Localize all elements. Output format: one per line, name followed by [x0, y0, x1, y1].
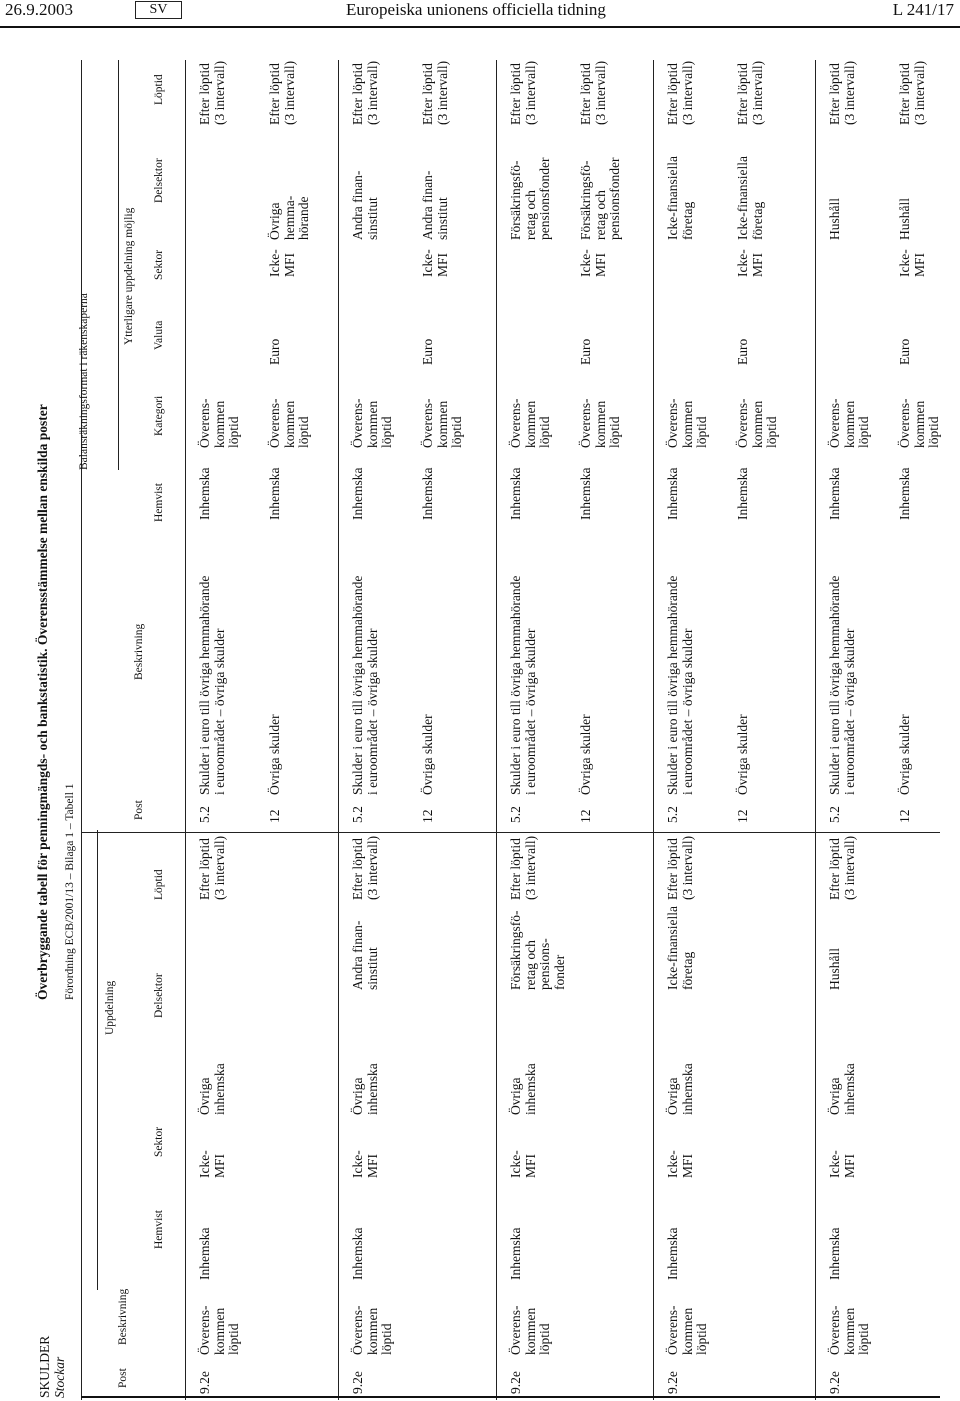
right-post: 12: [267, 809, 282, 823]
right-kategori: Överens- kommen löptid: [197, 398, 241, 448]
publication-date: 26.9.2003: [5, 0, 73, 19]
rotated-table: [20, 60, 940, 1400]
right-hemvist: Inhemska: [665, 467, 680, 520]
right-beskrivning: Övriga skulder: [267, 714, 282, 795]
right-sektor: Icke- MFI: [897, 249, 927, 277]
row-hemvist: Inhemska: [665, 1227, 680, 1280]
row-loptid: Efter löptid (3 intervall): [665, 835, 695, 900]
row-delsektor2: Försäkringsfö- retag och pensions- fonder: [508, 910, 567, 990]
right-beskrivning: Övriga skulder: [420, 714, 435, 795]
table-title: Överbryggande tabell för penningmängds- och bankstatistik. Överensstämmelse mellan enskilda poster: [35, 404, 50, 1000]
row-separator: [653, 60, 654, 1400]
row-post: 9.2e: [197, 1371, 212, 1394]
right-loptid: Efter löptid (3 intervall): [350, 60, 380, 125]
col-right-beskrivning: Beskrivning: [133, 623, 145, 680]
right-delsektor: Icke-finansiella företag: [665, 156, 695, 240]
right-loptid: Efter löptid (3 intervall): [735, 60, 765, 125]
page-header: [0, 0, 960, 27]
header-rule-ytterligare: [118, 60, 119, 470]
right-beskrivning: Skulder i euro till övriga hemmahörande i euroområdet – övriga skulder: [827, 575, 857, 795]
header-rule: [0, 26, 960, 28]
right-valuta: Euro: [735, 338, 750, 365]
right-delsektor: Övriga hemma- hörande: [267, 195, 311, 240]
right-valuta: Euro: [420, 338, 435, 365]
right-kategori: Överens- kommen löptid: [578, 398, 622, 448]
col-right-hemvist: Hemvist: [153, 483, 165, 522]
row-beskrivning: Överens- kommen löptid: [197, 1305, 241, 1355]
row-loptid: Efter löptid (3 intervall): [197, 835, 227, 900]
right-delsektor: Försäkringsfö- retag och pensionsfonder: [578, 157, 622, 240]
right-beskrivning: Skulder i euro till övriga hemmahörande i euroområdet – övriga skulder: [508, 575, 538, 795]
row-hemvist: Inhemska: [827, 1227, 842, 1280]
right-hemvist: Inhemska: [350, 467, 365, 520]
right-post: 12: [420, 809, 435, 823]
right-sektor: Icke- MFI: [420, 249, 450, 277]
col-right-valuta: Valuta: [153, 320, 165, 350]
col-left-post: Post: [117, 1368, 129, 1388]
header-rule-uppdelning: [97, 830, 98, 1290]
right-post: 5.2: [827, 806, 842, 823]
right-kategori: Överens- kommen löptid: [827, 398, 871, 448]
col-left-delsektor: Delsektor: [153, 973, 165, 1018]
col-right-kategori: Kategori: [153, 395, 165, 436]
row-delsektor2: Andra finan- sinstitut: [350, 920, 380, 990]
row-delsektor: Övriga inhemska: [197, 1063, 227, 1115]
column-divider: [81, 832, 940, 833]
row-beskrivning: Överens- kommen löptid: [508, 1305, 552, 1355]
right-loptid: Efter löptid (3 intervall): [827, 60, 857, 125]
language-badge: SV: [135, 1, 182, 19]
right-loptid: Efter löptid (3 intervall): [197, 60, 227, 125]
row-post: 9.2e: [508, 1371, 523, 1394]
row-post: 9.2e: [350, 1371, 365, 1394]
right-hemvist: Inhemska: [420, 467, 435, 520]
row-sektor: Icke- MFI: [197, 1150, 227, 1178]
col-left-hemvist: Hemvist: [153, 1210, 165, 1249]
row-hemvist: Inhemska: [508, 1227, 523, 1280]
row-delsektor2: Icke-finansiella företag: [665, 906, 695, 990]
right-loptid: Efter löptid (3 intervall): [665, 60, 695, 125]
left-margin-line: [81, 1396, 940, 1398]
right-delsektor: Försäkringsfö- retag och pensionsfonder: [508, 157, 552, 240]
right-sektor: Icke- MFI: [578, 249, 608, 277]
row-sektor: Icke- MFI: [665, 1150, 695, 1178]
right-beskrivning: Övriga skulder: [578, 714, 593, 795]
page-number: L 241/17: [892, 0, 954, 19]
right-hemvist: Inhemska: [735, 467, 750, 520]
col-left-beskrivning: Beskrivning: [117, 1288, 129, 1345]
right-kategori: Överens- kommen löptid: [665, 398, 709, 448]
right-valuta: Euro: [578, 338, 593, 365]
right-beskrivning: Skulder i euro till övriga hemmahörande i euroområdet – övriga skulder: [665, 575, 695, 795]
right-delsektor: Hushåll: [827, 198, 842, 240]
right-hemvist: Inhemska: [197, 467, 212, 520]
row-loptid: Efter löptid (3 intervall): [350, 835, 380, 900]
header-rule-bottom: [185, 60, 186, 1400]
row-delsektor: Övriga inhemska: [827, 1063, 857, 1115]
right-beskrivning: Övriga skulder: [897, 714, 912, 795]
uppdelning-header: Uppdelning: [104, 980, 116, 1035]
right-sektor: Icke- MFI: [267, 249, 297, 277]
right-kategori: Överens- kommen löptid: [350, 398, 394, 448]
row-sektor: Icke- MFI: [827, 1150, 857, 1178]
right-hemvist: Inhemska: [827, 467, 842, 520]
row-separator: [815, 60, 816, 1400]
right-post: 5.2: [665, 806, 680, 823]
right-loptid: Efter löptid (3 intervall): [508, 60, 538, 125]
journal-title: Europeiska unionens officiella tidning: [346, 0, 606, 19]
row-delsektor2: Hushåll: [827, 948, 842, 990]
right-delsektor: Andra finan- sinstitut: [350, 170, 380, 240]
row-delsektor: Övriga inhemska: [508, 1063, 538, 1115]
right-beskrivning: Skulder i euro till övriga hemmahörande i euroområdet – övriga skulder: [350, 575, 380, 795]
row-hemvist: Inhemska: [350, 1227, 365, 1280]
left-group-header: Förordning ECB/2001/13 – Bilaga 1 – Tabell 1: [64, 783, 76, 1000]
right-sektor: Icke- MFI: [735, 249, 765, 277]
right-valuta: Euro: [267, 338, 282, 365]
right-post: 5.2: [197, 806, 212, 823]
right-beskrivning: Övriga skulder: [735, 714, 750, 795]
row-delsektor: Övriga inhemska: [665, 1063, 695, 1115]
right-hemvist: Inhemska: [897, 467, 912, 520]
col-right-post: Post: [133, 800, 145, 820]
row-sektor: Icke- MFI: [508, 1150, 538, 1178]
right-post: 12: [897, 809, 912, 823]
right-kategori: Överens- kommen löptid: [735, 398, 779, 448]
right-kategori: Överens- kommen löptid: [508, 398, 552, 448]
col-left-loptid: Löptid: [153, 869, 165, 900]
right-valuta: Euro: [897, 338, 912, 365]
right-post: 12: [735, 809, 750, 823]
row-post: 9.2e: [827, 1371, 842, 1394]
right-loptid: Efter löptid (3 intervall): [897, 60, 927, 125]
side-label-skulder: SKULDER: [37, 1335, 52, 1398]
right-kategori: Överens- kommen löptid: [420, 398, 464, 448]
row-sektor: Icke- MFI: [350, 1150, 380, 1178]
row-post: 9.2e: [665, 1371, 680, 1394]
right-delsektor: Hushåll: [897, 198, 912, 240]
col-left-sektor: Sektor: [153, 1126, 165, 1157]
right-kategori: Överens- kommen löptid: [267, 398, 311, 448]
right-group-header: Balansräkningsformat i räkenskaperna: [78, 293, 90, 470]
right-beskrivning: Skulder i euro till övriga hemmahörande i euroområdet – övriga skulder: [197, 575, 227, 795]
row-hemvist: Inhemska: [197, 1227, 212, 1280]
row-loptid: Efter löptid (3 intervall): [508, 835, 538, 900]
right-loptid: Efter löptid (3 intervall): [420, 60, 450, 125]
row-loptid: Efter löptid (3 intervall): [827, 835, 857, 900]
row-beskrivning: Överens- kommen löptid: [827, 1305, 871, 1355]
right-kategori: Överens- kommen löptid: [897, 398, 941, 448]
row-beskrivning: Överens- kommen löptid: [350, 1305, 394, 1355]
ytterligare-header: Ytterligare uppdelning möjlig: [123, 207, 135, 345]
right-delsektor: Icke-finansiella företag: [735, 156, 765, 240]
right-post: 5.2: [508, 806, 523, 823]
right-hemvist: Inhemska: [578, 467, 593, 520]
right-post: 5.2: [350, 806, 365, 823]
right-post: 12: [578, 809, 593, 823]
right-loptid: Efter löptid (3 intervall): [578, 60, 608, 125]
side-label-stockar: Stockar: [52, 1356, 67, 1398]
row-separator: [496, 60, 497, 1400]
row-separator: [338, 60, 339, 1400]
right-loptid: Efter löptid (3 intervall): [267, 60, 297, 125]
right-delsektor: Andra finan- sinstitut: [420, 170, 450, 240]
header-rule-top: [81, 60, 82, 1400]
col-right-sektor: Sektor: [153, 249, 165, 280]
col-right-delsektor: Delsektor: [153, 158, 165, 203]
col-right-loptid: Löptid: [153, 74, 165, 105]
row-beskrivning: Överens- kommen löptid: [665, 1305, 709, 1355]
right-hemvist: Inhemska: [267, 467, 282, 520]
row-delsektor: Övriga inhemska: [350, 1063, 380, 1115]
right-hemvist: Inhemska: [508, 467, 523, 520]
